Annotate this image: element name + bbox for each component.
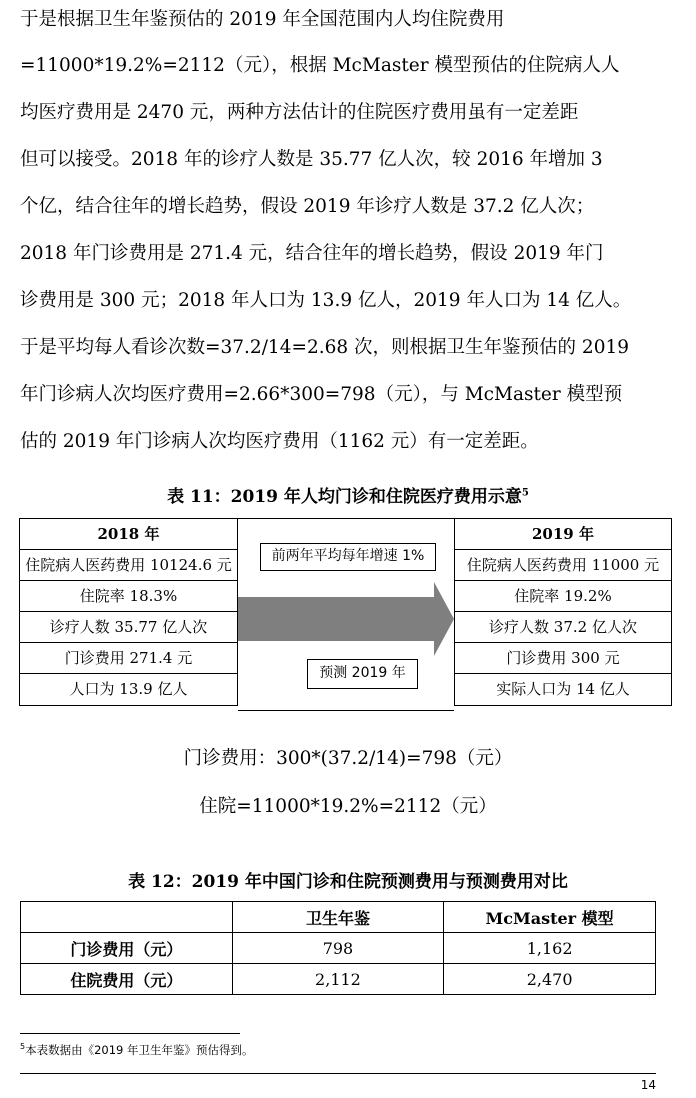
page-number: 14	[640, 1078, 656, 1092]
table12-cell: 1,162	[444, 933, 656, 964]
footnote-number: 5	[20, 1042, 26, 1052]
paragraph-line: 年门诊病人次均医疗费用=2.66*300=798（元），与 McMaster 模型预	[20, 384, 623, 405]
footnote-text: 本表数据由《2019 年卫生年鉴》预估得到。	[25, 1043, 254, 1057]
inpatient-formula: 住院=11000*19.2%=2112（元）	[199, 796, 497, 817]
table12-row-label: 门诊费用（元）	[21, 933, 233, 964]
table11-left-cell: 人口为 13.9 亿人	[69, 680, 188, 698]
table12-row-label: 住院费用（元）	[21, 964, 233, 995]
table11-left-header: 2018 年	[20, 519, 237, 550]
table12-caption: 表 12：2019 年中国门诊和住院预测费用与预测费用对比	[128, 872, 568, 892]
table11-right-cell: 实际人口为 14 亿人	[496, 680, 630, 698]
table11-caption	[0, 482, 696, 507]
table11-left-cell: 门诊费用 271.4 元	[20, 643, 237, 674]
paragraph-line: 均医疗费用是 2470 元，两种方法估计的住院医疗费用虽有一定差距	[20, 102, 579, 123]
table12-header-cell	[21, 902, 233, 933]
table11-left-cell: 住院率 18.3%	[20, 581, 237, 612]
table11-right-cell: 诊疗人数 37.2 亿人次	[455, 612, 671, 643]
table12-header-cell: 卫生年鉴	[232, 902, 444, 933]
paragraph-line: 于是平均每人看诊次数=37.2/14=2.68 次，则根据卫生年鉴预估的 2019	[20, 337, 630, 358]
footnote-divider	[20, 1033, 240, 1034]
paragraph-line: 2018 年门诊费用是 271.4 元，结合往年的增长趋势，假设 2019 年门	[20, 243, 604, 264]
table11-right-cell: 住院率 19.2%	[455, 581, 671, 612]
table12-cell: 2,470	[444, 964, 656, 995]
table-row	[21, 933, 656, 964]
table11-left-cell: 诊疗人数 35.77 亿人次	[20, 612, 237, 643]
table12	[20, 901, 656, 995]
paragraph-line: 个亿，结合往年的增长趋势，假设 2019 年诊疗人数是 37.2 亿人次；	[20, 196, 595, 217]
table11-left-column	[19, 518, 238, 706]
table12-header-cell: McMaster 模型	[444, 902, 656, 933]
table11-right-cell: 门诊费用 300 元	[455, 643, 671, 674]
predict-box: 预测 2019 年	[307, 659, 418, 689]
growth-rate-box: 前两年平均每年增速 1%	[260, 543, 436, 571]
table-row	[21, 964, 656, 995]
table12-cell: 798	[232, 933, 444, 964]
footnote-ref: 5	[521, 487, 529, 499]
table11	[19, 518, 672, 711]
table11-right-cell: 住院病人医药费用 11000 元	[455, 550, 671, 581]
page-footer-divider	[20, 1073, 656, 1074]
table11-right-header: 2019 年	[455, 519, 671, 550]
table11-caption-text: 表 11：2019 年人均门诊和住院医疗费用示意	[167, 487, 522, 507]
paragraph-line: =11000*19.2%=2112（元），根据 McMaster 模型预估的住院病人人	[20, 55, 620, 76]
table11-right-column	[454, 518, 672, 706]
table11-middle	[238, 518, 454, 711]
paragraph-line: 诊费用是 300 元；2018 年人口为 13.9 亿人，2019 年人口为 14 亿人。	[20, 290, 632, 311]
paragraph-line: 估的 2019 年门诊病人次均医疗费用（1162 元）有一定差距。	[20, 431, 539, 452]
footnote	[20, 1042, 254, 1058]
table12-header-row	[21, 902, 656, 933]
table11-left-cell: 住院病人医药费用 10124.6 元	[20, 550, 237, 581]
paragraph-line: 但可以接受。2018 年的诊疗人数是 35.77 亿人次，较 2016 年增加 3	[20, 149, 603, 170]
paragraph-line: 于是根据卫生年鉴预估的 2019 年全国范围内人均住院费用	[20, 9, 505, 30]
outpatient-formula: 门诊费用：300*(37.2/14)=798（元）	[183, 748, 513, 769]
table12-cell: 2,112	[232, 964, 444, 995]
